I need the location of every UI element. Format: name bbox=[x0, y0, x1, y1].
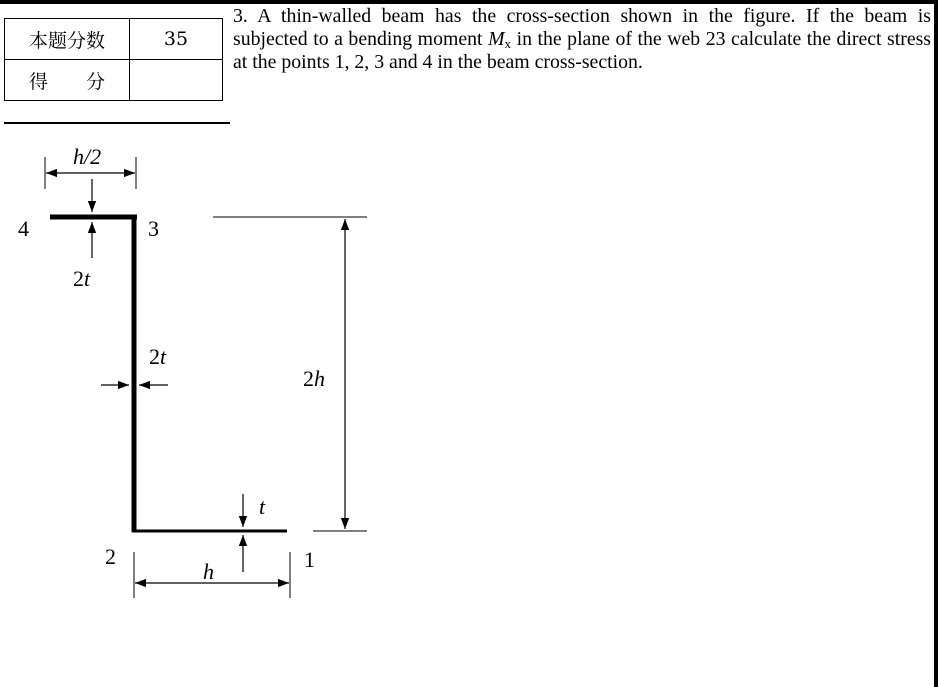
bottom-thickness-label: t bbox=[259, 494, 266, 519]
point-2-label: 2 bbox=[105, 544, 116, 569]
point-4-label: 4 bbox=[18, 216, 29, 241]
score-value-total: 35 bbox=[130, 19, 223, 60]
top-width-label: h/2 bbox=[73, 144, 102, 169]
score-label-earned: 得 分 bbox=[5, 60, 130, 101]
top-thickness-label-text: 2t bbox=[73, 266, 91, 291]
question-body-part2: in the plane of the web 23 calculate the direct stress at the points 1, 2, 3 and 4 in the beam cross-section. bbox=[233, 28, 932, 73]
web-thickness-label: 2t bbox=[149, 344, 167, 369]
score-label-total: 本题分数 bbox=[5, 19, 130, 60]
height-label: 2h bbox=[303, 366, 325, 391]
moment-symbol: M bbox=[488, 28, 505, 50]
question-body-part1: A thin-walled beam has the cross-section shown in the figure. If the beam is subjected to a bending moment bbox=[233, 5, 931, 50]
point-3-label: 3 bbox=[148, 216, 159, 241]
top-thickness-label bbox=[73, 266, 91, 291]
moment-subscript: x bbox=[504, 36, 512, 51]
point-1-label: 1 bbox=[304, 547, 315, 572]
question-number: 3. bbox=[233, 5, 248, 27]
bottom-width-label: h bbox=[203, 559, 214, 584]
